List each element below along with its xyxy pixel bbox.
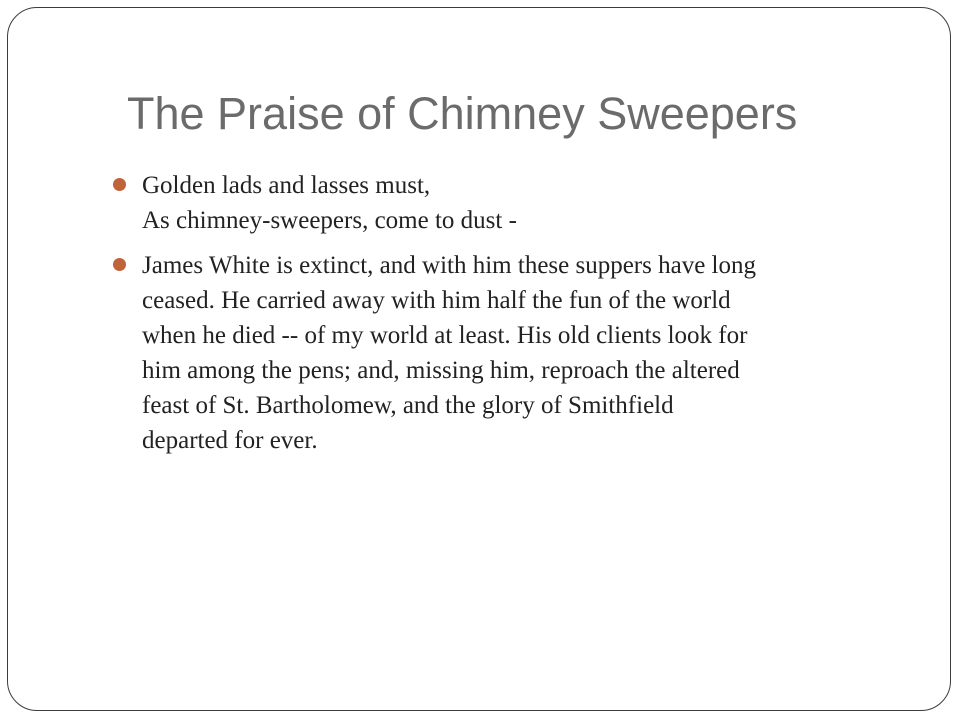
bullet-icon — [113, 258, 126, 271]
slide-title: The Praise of Chimney Sweepers — [127, 88, 798, 139]
bullet-icon — [113, 178, 126, 191]
bullet-line: feast of St. Bartholomew, and the glory of Smithfield — [142, 392, 674, 419]
slide — [7, 7, 951, 711]
bullet-item — [113, 248, 913, 458]
bullet-line: departed for ever. — [142, 427, 318, 454]
bullet-line: ceased. He carried away with him half the fun of the world — [142, 287, 731, 314]
bullet-line: him among the pens; and, missing him, reproach the altered — [142, 357, 740, 384]
bullet-line: Golden lads and lasses must, — [142, 172, 431, 199]
bullet-line: As chimney-sweepers, come to dust - — [142, 207, 517, 234]
bullet-item — [113, 168, 913, 238]
bullet-line: when he died -- of my world at least. His old clients look for — [142, 322, 748, 349]
bullet-list — [113, 168, 913, 468]
bullet-line: James White is extinct, and with him these suppers have long — [142, 252, 757, 279]
